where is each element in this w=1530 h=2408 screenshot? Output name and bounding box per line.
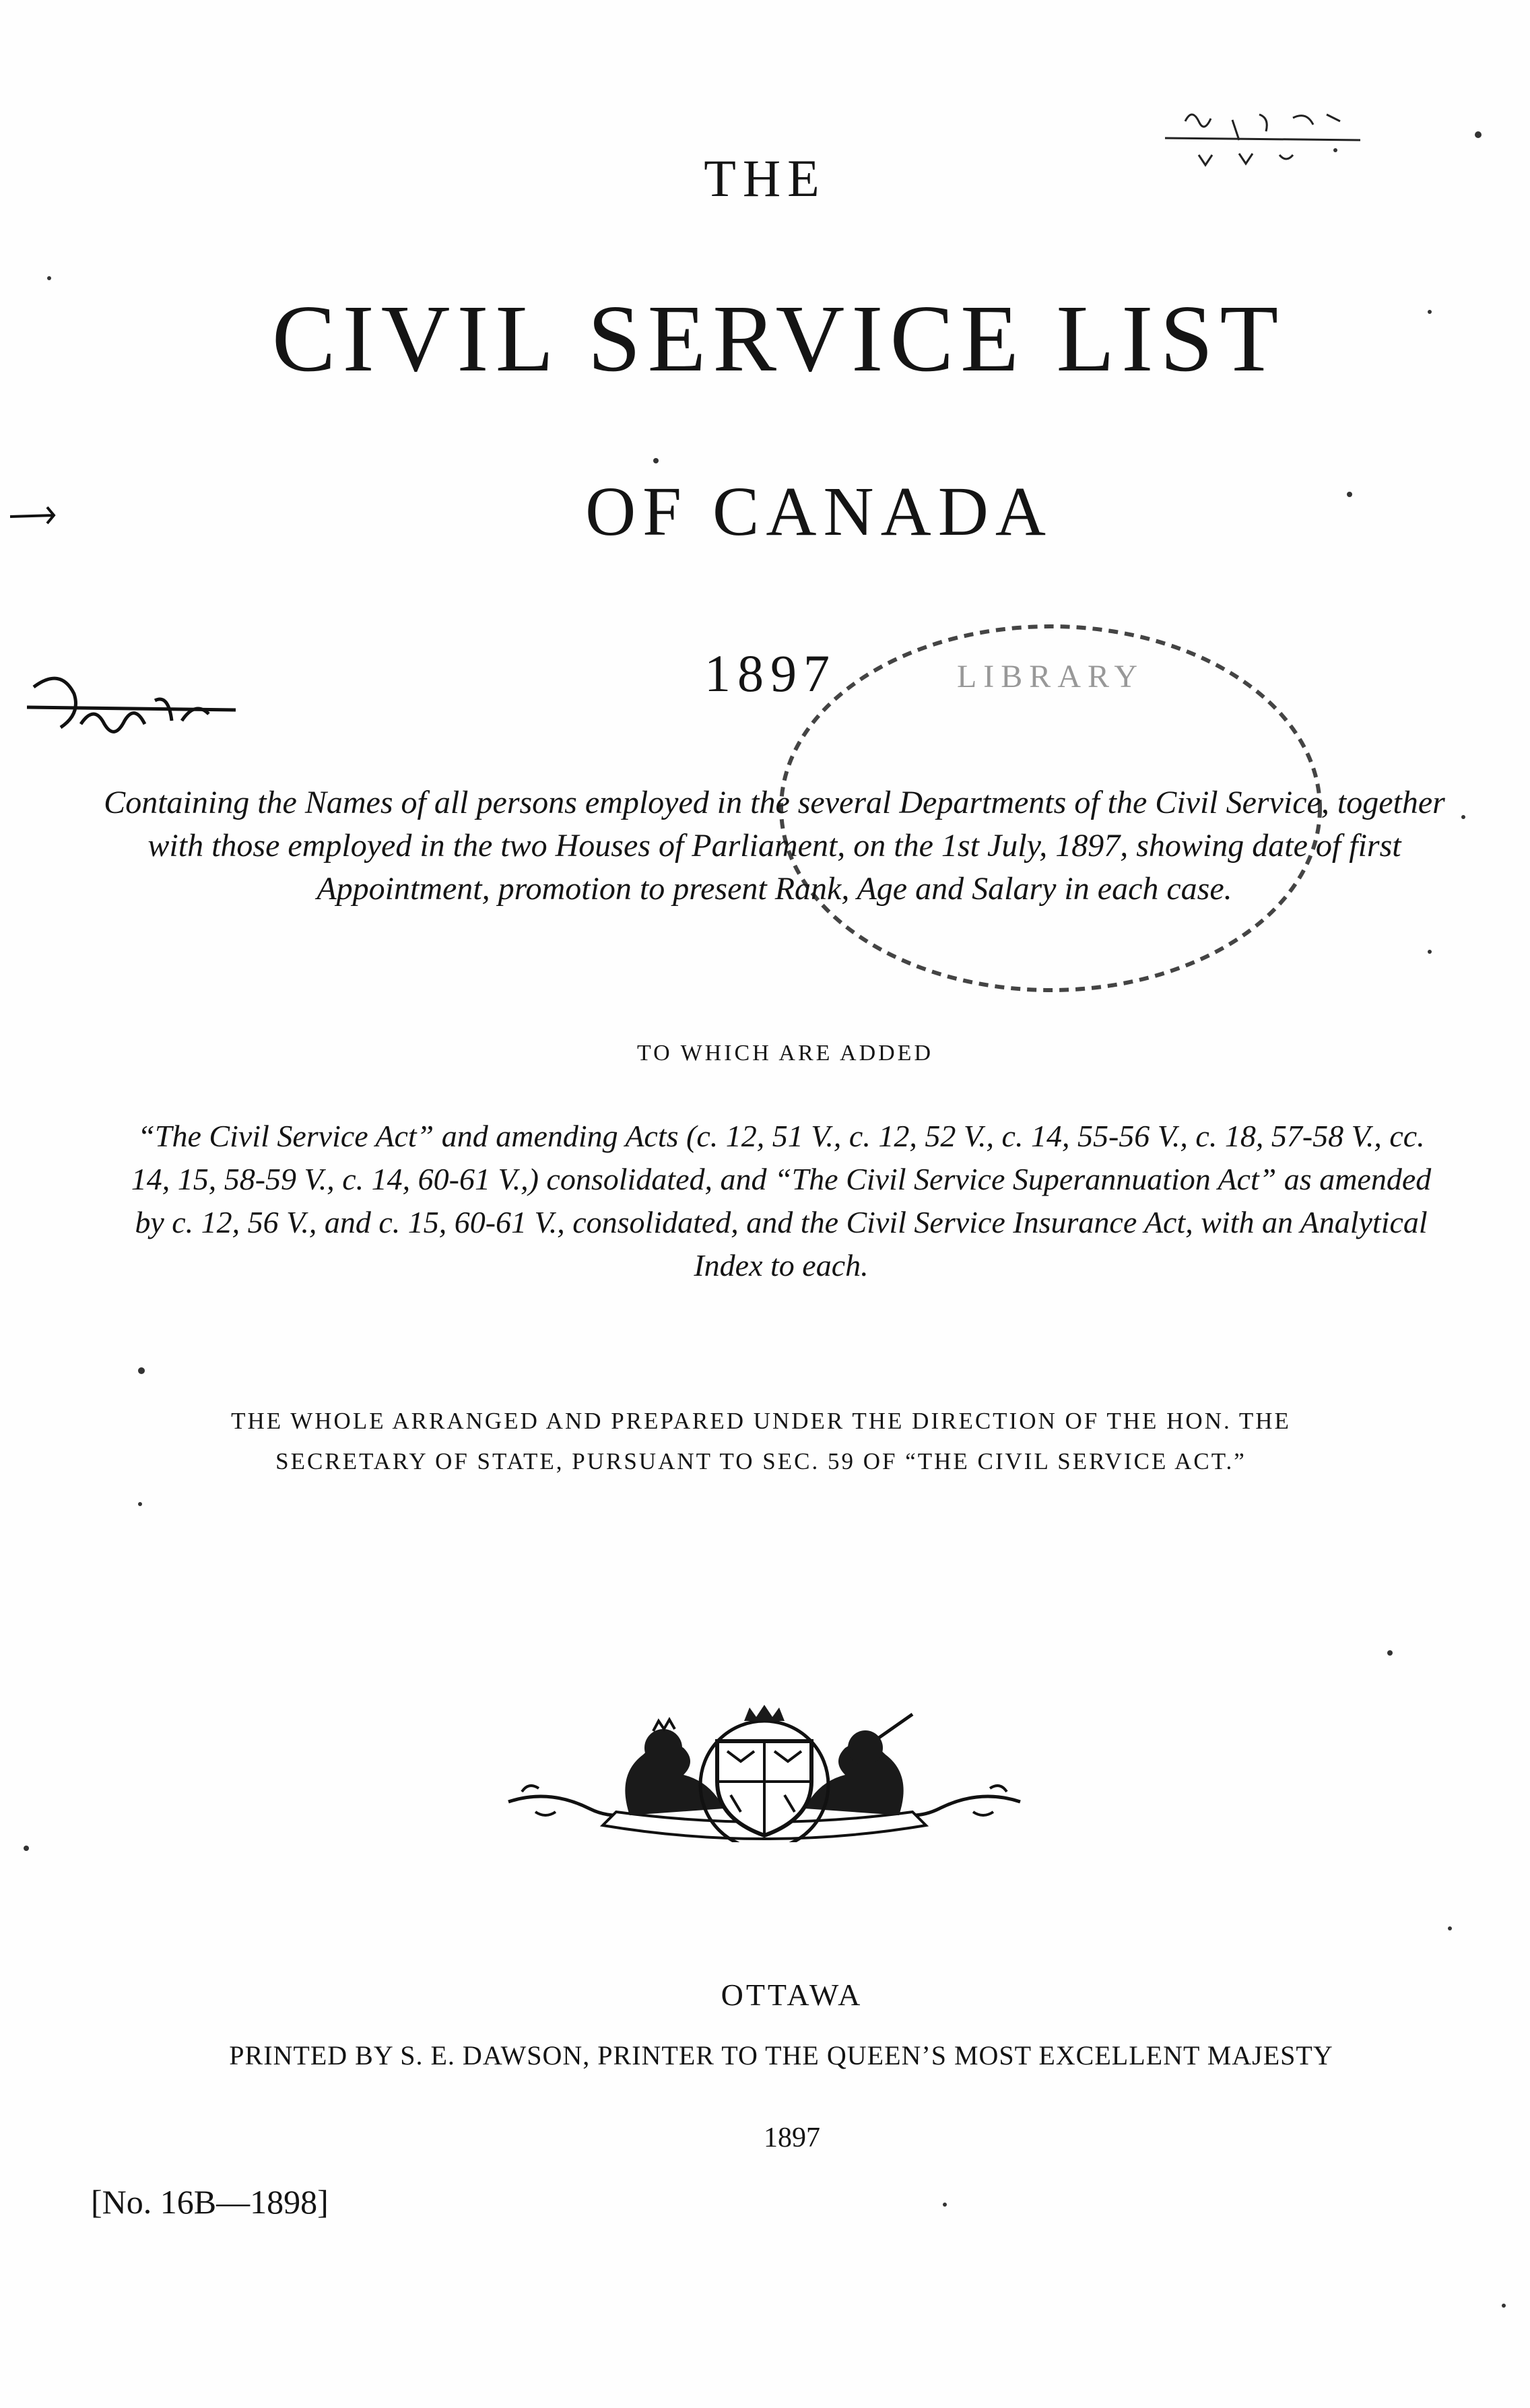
stamp-text: LIBRARY [956,659,1145,694]
speck [943,2203,947,2207]
imprint-city: OTTAWA [721,1978,863,2012]
added-heading: TO WHICH ARE ADDED [636,1041,934,1066]
speck [1475,131,1482,138]
speck [1428,950,1432,954]
royal-coat-of-arms-icon [495,1701,1034,1842]
speck [1461,815,1465,819]
acts-list: “The Civil Service Act” and amending Acts (c. 12, 51 V., c. 12, 52 V., c. 14, 55-56 V., c. 18, 57-58 V., cc. 14, 15, 58-59 V., c. 14, 60-61 V.,) consolidated, and “The Civil Service Superannuation Act” as amended by c. 12, 56 V., and c. 15, 60-61 V., consolidated, and the Civil Service Insurance Act, with an Analytical Index to each. [131,1119,1432,1282]
speck [1448,1926,1452,1930]
margin-mark-left [7,502,61,529]
speck [1333,148,1337,152]
speck [138,1367,145,1374]
description: Containing the Names of all persons employed in the several Departments of the Civil Service, together with those employed in the two Houses of Parliament, on the 1st July, 1897, showing date of first Appointment, promotion to present Rank, Age and Salary in each case. [104,785,1445,907]
document-number: [No. 16B—1898] [91,2183,329,2221]
speck [1387,1650,1393,1656]
speck [1347,492,1352,497]
imprint-printer: PRINTED BY S. E. DAWSON, PRINTER TO THE QUEEN’S MOST EXCELLENT MAJESTY [229,2040,1333,2071]
speck [1428,310,1432,314]
speck [24,1846,29,1851]
direction-statement: THE WHOLE ARRANGED AND PREPARED UNDER THE DIRECTION OF THE HON. THE SECRETARY OF STATE, PURSUANT TO SEC. 59 OF “THE CIVIL SERVICE ACT.” [231,1408,1291,1474]
imprint-year: 1897 [764,2122,820,2153]
title-the: THE [704,149,826,207]
page-title: CIVIL SERVICE LIST [271,285,1286,391]
title-year: 1897 [704,644,836,703]
page-subtitle: OF CANADA [585,473,1053,550]
speck [47,276,51,280]
speck [1502,2304,1506,2308]
speck [138,1502,142,1506]
speck [653,458,659,463]
